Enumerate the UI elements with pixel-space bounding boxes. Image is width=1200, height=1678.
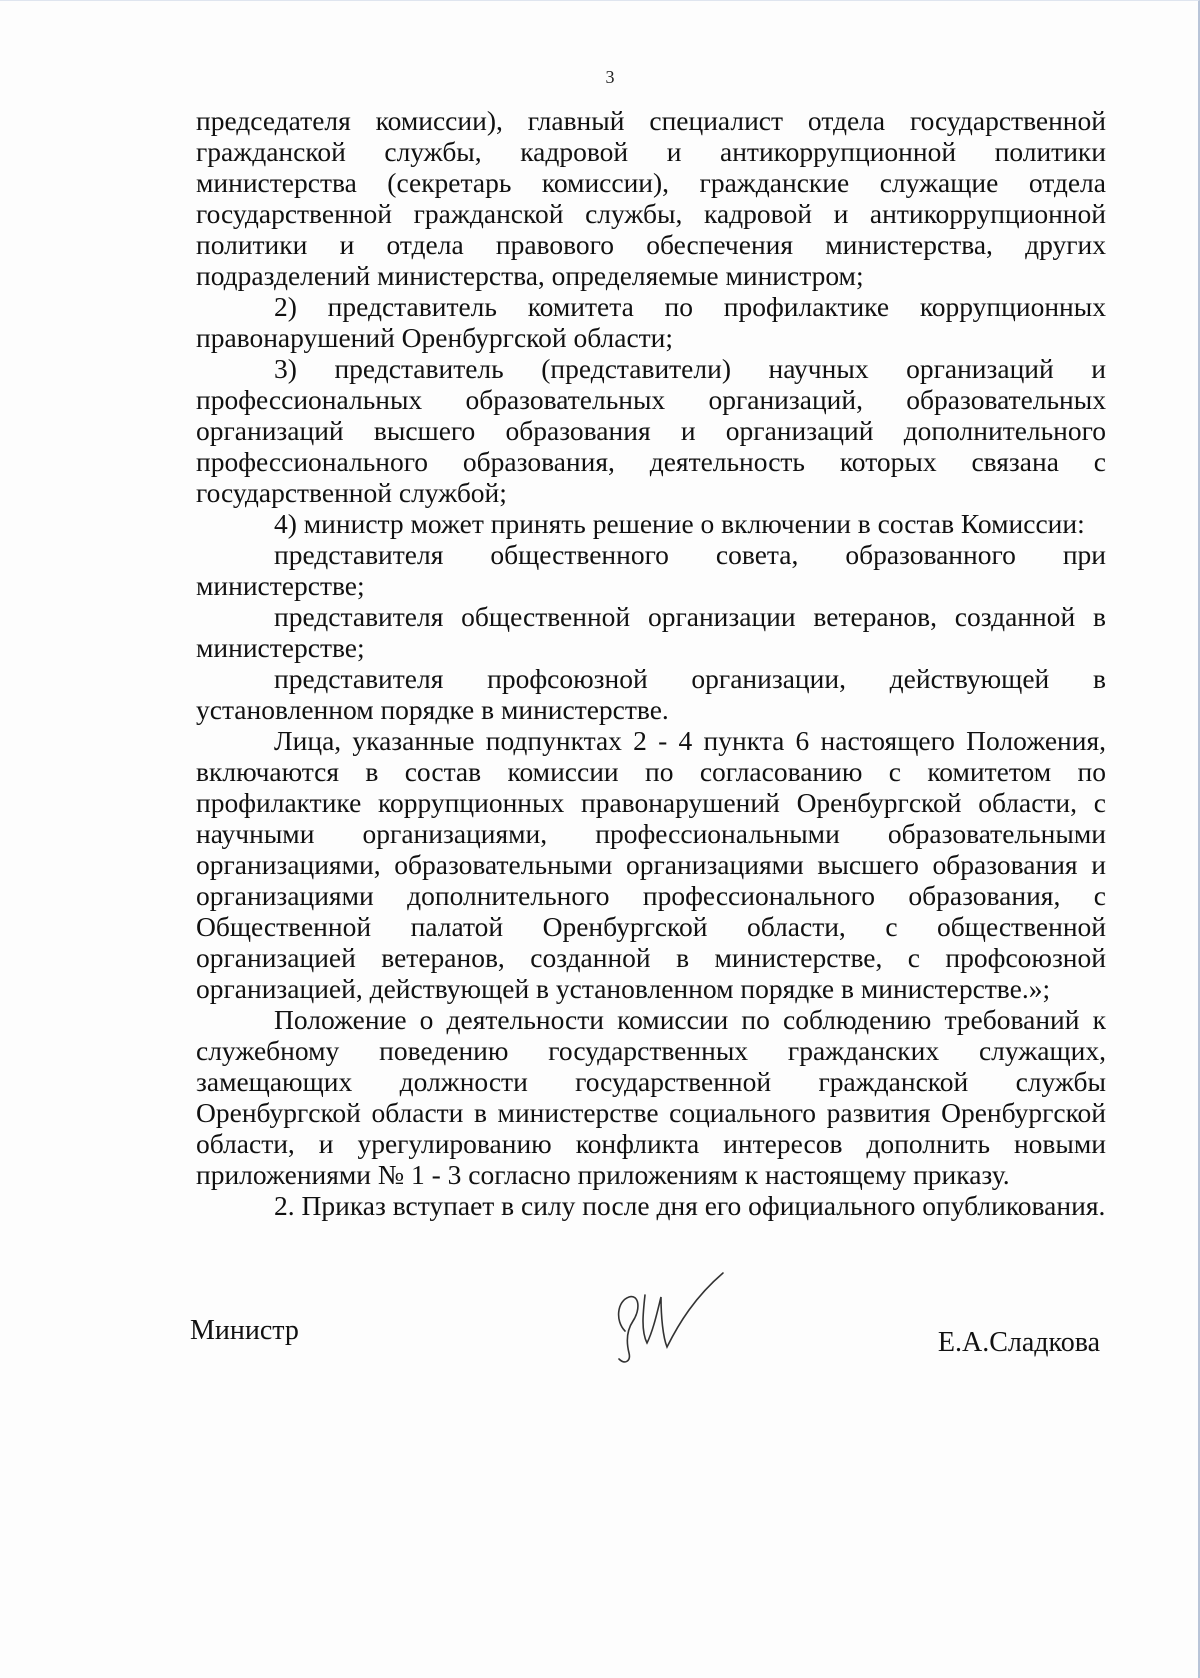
paragraph-item-3: 3) представитель (представители) научных организаций и профессиональных образовательных организаций, образовательных организаций высшего образования и организаций дополнительного профессионального образования, деятельность которых связана с государственной службой; [196, 353, 1106, 508]
paragraph-item-4: 4) министр может принять решение о включении в состав Комиссии: [274, 508, 1085, 539]
paragraph-commission-members: председателя комиссии), главный специалист отдела государственной гражданской службы, кадровой и антикоррупционной политики министерства (секретарь комиссии), гражданские служащие отдела государственной гражданской службы, кадровой и антикоррупционной политики и отдела правового обеспечения министерства, других подразделений министерства, определяемые министром; [196, 105, 1106, 291]
signatory-name: Е.А.Сладкова [937, 1327, 1100, 1358]
document-body [196, 105, 1106, 1221]
handwritten-signature [595, 1261, 735, 1381]
paragraph-trade-union: представителя профсоюзной организации, действующей в установленном порядке в министерстве. [196, 663, 1106, 725]
paragraph-public-council: представителя общественного совета, образованного при министерстве; [196, 539, 1106, 601]
paragraph-veterans: представителя общественной организации ветеранов, созданной в министерстве; [196, 601, 1106, 663]
paragraph-item-2: 2) представитель комитета по профилактике коррупционных правонарушений Оренбургской области; [196, 291, 1106, 353]
paragraph-persons-included: Лица, указанные подпунктах 2 - 4 пункта 6 настоящего Положения, включаются в состав комиссии по согласованию с комитетом по профилактике коррупционных правонарушений Оренбургской области, с научными организациями, профессиональными образовательными организациями, образовательными организациями высшего образования и организациями дополнительного профессионального образования, с Общественной палатой Оренбургской области, с общественной организацией ветеранов, созданной в министерстве, с профсоюзной организацией, действующей в установленном порядке в министерстве.»; [196, 725, 1106, 1004]
paragraph-regulation-appendix: Положение о деятельности комиссии по соблюдению требований к служебному поведению государственных гражданских служащих, замещающих должности государственной гражданской службы Оренбургской области в министерстве социального развития Оренбургской области, и урегулированию конфликта интересов дополнить новыми приложениями № 1 - 3 согласно приложениям к настоящему приказу. [196, 1004, 1106, 1190]
paragraph-effective-date: 2. Приказ вступает в силу после дня его официального опубликования. [274, 1190, 1106, 1221]
signature-block [190, 1301, 1110, 1411]
signatory-position: Министр [190, 1315, 299, 1346]
page-number: 3 [605, 67, 615, 87]
